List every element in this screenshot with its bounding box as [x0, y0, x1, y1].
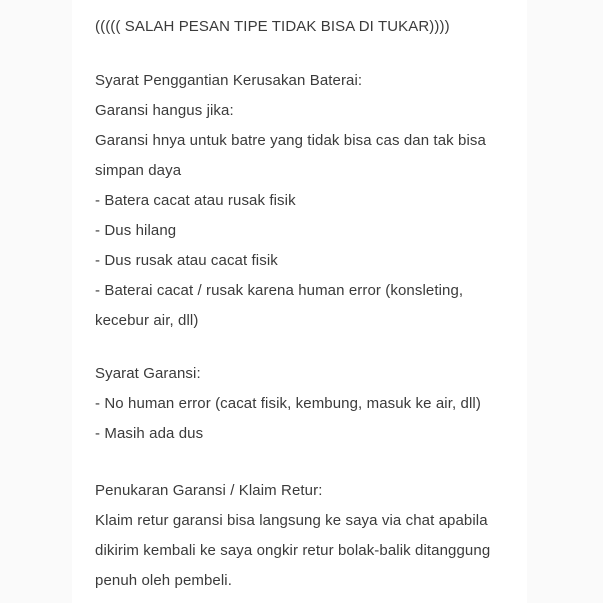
bullet-line: - No human error (cacat fisik, kembung, masuk ke air, dll)	[95, 395, 481, 412]
text-line: kecebur air, dll)	[95, 312, 199, 329]
bullet-line: - Baterai cacat / rusak karena human error (konsleting,	[95, 282, 464, 299]
text-line: dikirim kembali ke saya ongkir retur bolak-balik ditanggung	[95, 542, 491, 559]
bullet-line: - Batera cacat atau rusak fisik	[95, 192, 296, 209]
section-heading: Syarat Penggantian Kerusakan Baterai:	[95, 72, 363, 89]
section-warranty-terms	[95, 359, 513, 449]
section-heading: Syarat Garansi:	[95, 365, 201, 382]
text-line: simpan daya	[95, 162, 182, 179]
text-line: Garansi hangus jika:	[95, 102, 234, 119]
bullet-line: - Dus rusak atau cacat fisik	[95, 252, 278, 269]
section-battery-warranty	[95, 66, 513, 336]
bullet-line: - Masih ada dus	[95, 425, 204, 442]
text-line: penuh oleh pembeli.	[95, 572, 233, 589]
text-card	[72, 0, 527, 603]
text-line: Klaim retur garansi bisa langsung ke saya via chat apabila	[95, 512, 488, 529]
text-line: Garansi hnya untuk batre yang tidak bisa cas dan tak bisa	[95, 132, 486, 149]
section-heading: Penukaran Garansi / Klaim Retur:	[95, 482, 323, 499]
section-return-claim	[95, 476, 513, 596]
warning-line: ((((( SALAH PESAN TIPE TIDAK BISA DI TUKAR))))	[95, 18, 450, 35]
bullet-line: - Dus hilang	[95, 222, 177, 239]
